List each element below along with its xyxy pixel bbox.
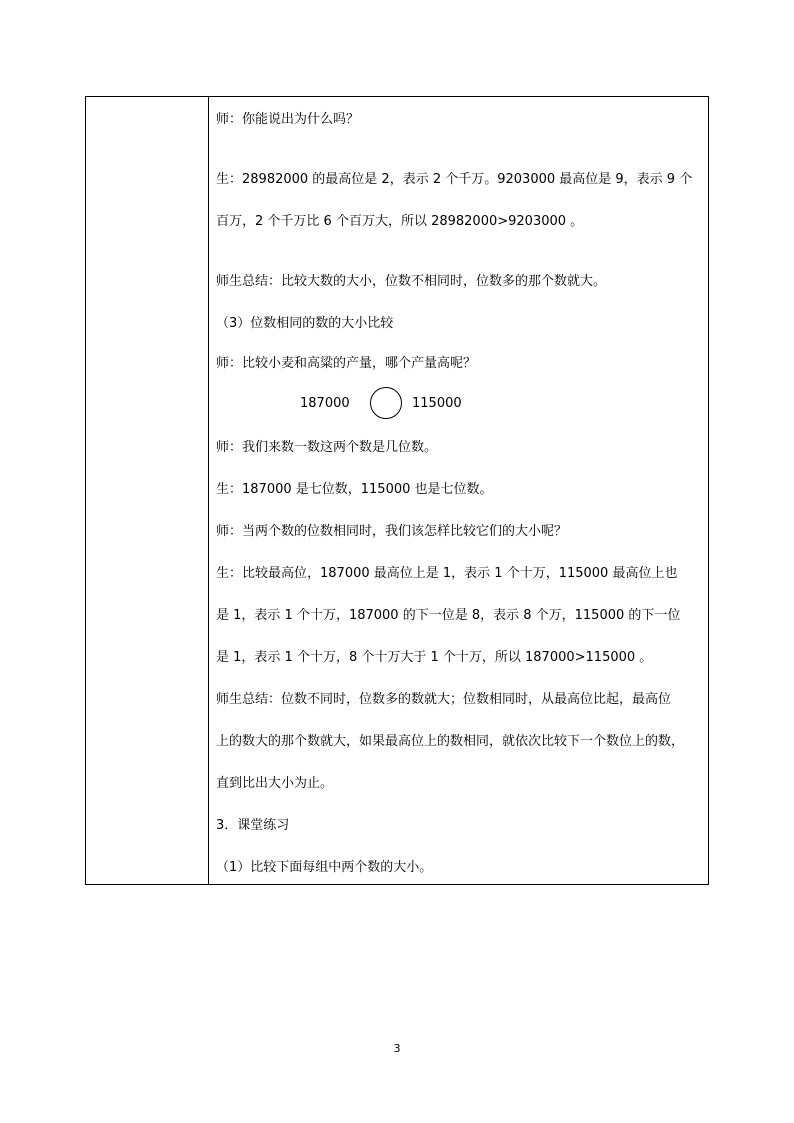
text-line: 师：比较小麦和高粱的产量，哪个产量高呢？ <box>216 356 477 371</box>
compare-right-number: 115000 <box>412 396 462 411</box>
text-line: 3．课堂练习 <box>216 818 290 833</box>
comparison-circle <box>370 387 402 419</box>
content-cell <box>216 97 704 884</box>
text-line: 百万，2 个千万比 6 个百万大，所以 28982000>9203000 。 <box>216 214 584 229</box>
text-line: 生：187000 是七位数，115000 也是七位数。 <box>216 482 493 497</box>
text-line: 直到比出大小为止。 <box>216 776 334 791</box>
text-line: 师生总结：位数不同时，位数多的数就大；位数相同时，从最高位比起，最高位 <box>216 692 672 707</box>
text-line: （1）比较下面每组中两个数的大小。 <box>216 860 433 875</box>
lesson-table <box>85 96 709 885</box>
text-line: （3）位数相同的数的大小比较 <box>216 316 394 331</box>
text-line: 师：我们来数一数这两个数是几位数。 <box>216 440 438 455</box>
text-line: 是 1，表示 1 个十万，187000 的下一位是 8，表示 8 个万，115000 的下一位 <box>216 608 681 623</box>
text-line: 师：当两个数的位数相同时，我们该怎样比较它们的大小呢？ <box>216 524 568 539</box>
text-line: 生：28982000 的最高位是 2，表示 2 个千万。9203000 最高位是 9，表示 9 个 <box>216 172 693 187</box>
text-line: 是 1，表示 1 个十万，8 个十万大于 1 个十万，所以 187000>115000 。 <box>216 650 653 665</box>
column-divider <box>208 97 209 884</box>
text-line: 生：比较最高位，187000 最高位上是 1，表示 1 个十万，115000 最高位上也 <box>216 566 678 581</box>
compare-left-number: 187000 <box>300 396 350 411</box>
text-line: 师生总结：比较大数的大小，位数不相同时，位数多的那个数就大。 <box>216 274 607 289</box>
text-line: 师：你能说出为什么吗？ <box>216 112 360 127</box>
comparison-row <box>300 387 560 421</box>
page-number: 3 <box>393 1042 401 1055</box>
text-line: 上的数大的那个数就大，如果最高位上的数相同，就依次比较下一个数位上的数， <box>216 734 685 749</box>
